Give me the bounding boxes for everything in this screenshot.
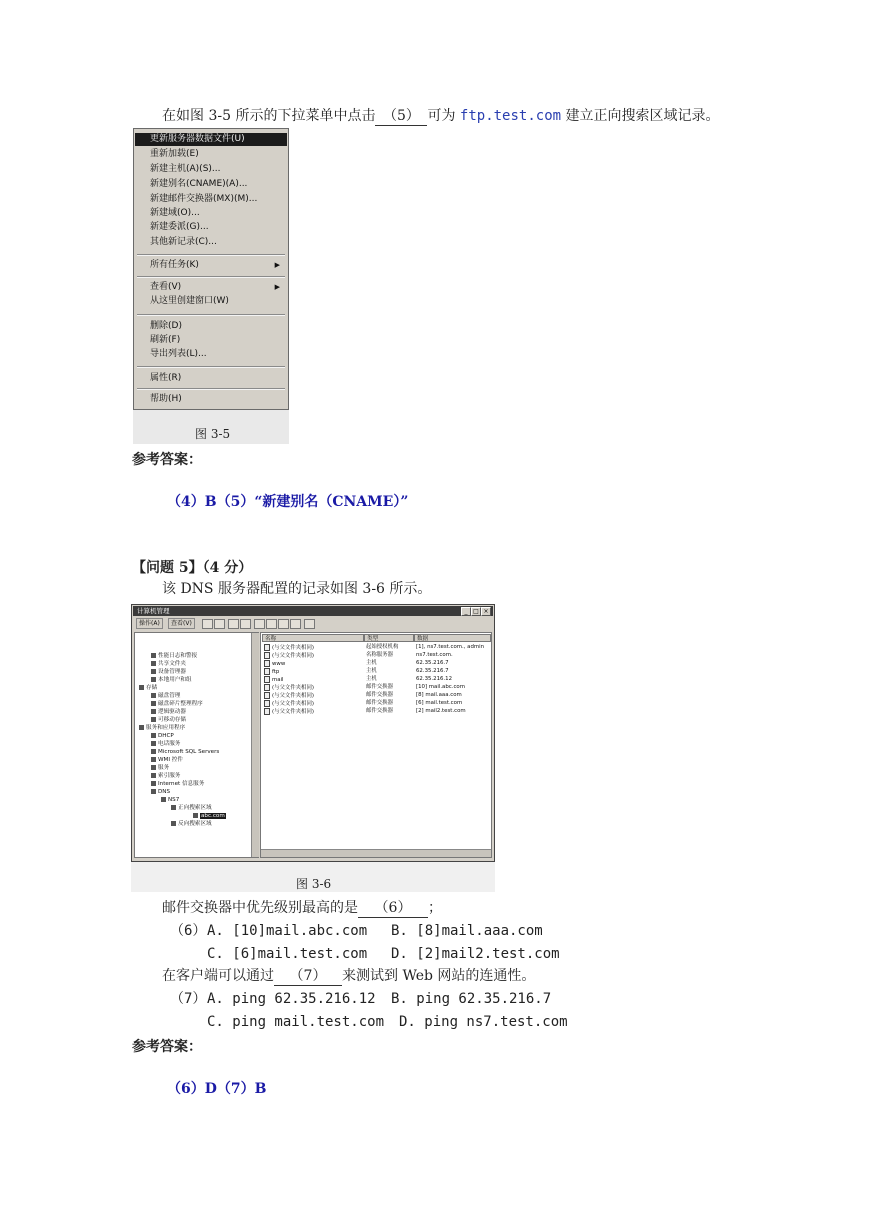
record-name[interactable]: ftp [264, 668, 279, 675]
q6-stem [162, 899, 442, 918]
record-type: 主机 [366, 676, 377, 682]
tree-node[interactable]: DHCP [151, 732, 174, 740]
answer-label: 参考答案： [132, 452, 202, 468]
up-folder-icon[interactable] [228, 619, 239, 629]
record-name[interactable]: (与父文件夹相同) [264, 644, 314, 651]
menu-item-new-host[interactable]: 新建主机(A)(S)... [150, 164, 221, 174]
menu-action[interactable]: 操作(A) [136, 618, 163, 629]
record-data: 62.35.216.12 [416, 676, 453, 682]
q6-option-c: C. [6]mail.test.com [207, 946, 368, 962]
q6-number: （6） [170, 923, 207, 939]
storage-icon [139, 685, 144, 690]
answer-text: （6）D（7）B [167, 1081, 267, 1097]
column-header-data[interactable]: 数据 [414, 634, 491, 642]
menu-separator [137, 314, 285, 316]
menu-separator [137, 254, 285, 256]
record-list-panel [260, 632, 492, 858]
record-type: 起始授权机构 [366, 644, 399, 650]
menu-item-export-list[interactable]: 导出列表(L)... [150, 349, 207, 359]
record-icon [264, 676, 270, 683]
tree-node[interactable]: 共享文件夹 [151, 660, 186, 668]
menu-item-reload[interactable]: 重新加载(E) [150, 149, 199, 159]
answer-label: 参考答案： [132, 1039, 202, 1055]
phone-icon [151, 741, 156, 746]
folder-icon [171, 821, 176, 826]
submenu-arrow-icon: ▶ [274, 261, 280, 269]
blank-5: （5） [375, 107, 427, 126]
tree-panel [134, 632, 259, 858]
intro-suffix: 建立正向搜索区域记录。 [565, 108, 720, 124]
q7-stem-end: 来测试到 Web 网站的连通性。 [342, 968, 536, 984]
record-name[interactable]: (与父文件夹相同) [264, 708, 314, 715]
properties-icon[interactable] [266, 619, 277, 629]
record-data: 62.35.216.7 [416, 660, 449, 666]
figure-3-6 [131, 604, 495, 892]
back-icon[interactable] [202, 619, 213, 629]
q7-number: （7） [170, 991, 207, 1007]
record-name[interactable]: (与父文件夹相同) [264, 700, 314, 707]
server-icon [161, 797, 166, 802]
menu-item-other-records[interactable]: 其他新记录(C)... [150, 237, 217, 247]
refresh-icon[interactable] [278, 619, 289, 629]
q7-stem [162, 967, 535, 986]
minimize-button[interactable]: _ [461, 607, 471, 616]
record-data: ns7.test.com. [416, 652, 453, 658]
tree-node[interactable]: 磁盘碎片整理程序 [151, 700, 203, 708]
menu-item-new-domain[interactable]: 新建域(O)... [150, 208, 200, 218]
tree-node[interactable]: 电话服务 [151, 740, 180, 748]
figure-caption: 图 3-5 [195, 427, 231, 441]
record-type: 邮件交换器 [366, 708, 393, 714]
tree-node[interactable]: 性能日志和警报 [151, 652, 197, 660]
submenu-arrow-icon: ▶ [274, 283, 280, 291]
defrag-icon [151, 701, 156, 706]
record-data: [1], ns7.test.com., admin [416, 644, 485, 650]
menu-item-new-window[interactable]: 从这里创建窗口(W) [150, 296, 229, 306]
tree-node[interactable]: 存储 [139, 684, 157, 692]
tree-node[interactable]: 逻辑驱动器 [151, 708, 186, 716]
record-name[interactable]: mail [264, 676, 284, 683]
record-name[interactable]: (与父文件夹相同) [264, 652, 314, 659]
view-label: 查看(V) [150, 282, 182, 292]
menu-item-new-mx[interactable]: 新建邮件交换器(MX)(M)... [150, 194, 258, 204]
device-icon [151, 669, 156, 674]
record-name[interactable]: www [264, 660, 285, 667]
record-data: [8] mail.aaa.com [416, 692, 462, 698]
menu-item-delete[interactable]: 删除(D) [150, 321, 182, 331]
q7-option-b: B. ping 62.35.216.7 [391, 991, 552, 1007]
record-type: 邮件交换器 [366, 700, 393, 706]
record-icon [264, 708, 270, 715]
menu-item-view[interactable] [150, 281, 286, 294]
tree-node[interactable]: 服务和应用程序 [139, 724, 185, 732]
q6-stem-text: 邮件交换器中优先级别最高的是 [162, 900, 358, 916]
record-type: 主机 [366, 660, 377, 666]
wmi-icon [151, 757, 156, 762]
q6-option-a: A. [10]mail.abc.com [207, 923, 368, 939]
answer-text: （4）B（5）“新建别名（CNAME）” [167, 494, 409, 510]
sql-server-icon [151, 749, 156, 754]
menu-separator [137, 366, 285, 368]
tree-node[interactable]: 反向搜索区域 [171, 820, 212, 828]
q6-option-b: B. [8]mail.aaa.com [391, 923, 543, 939]
q7-stem-text: 在客户端可以通过 [162, 968, 274, 984]
column-header-name[interactable]: 名称 [262, 634, 364, 642]
record-name[interactable]: (与父文件夹相同) [264, 692, 314, 699]
tree-node[interactable]: Internet 信息服务 [151, 780, 204, 788]
window-titlebar [133, 606, 493, 616]
tree-node[interactable]: NS7 [161, 796, 179, 804]
drive-icon [151, 709, 156, 714]
list-scrollbar[interactable] [261, 849, 491, 857]
users-icon [151, 677, 156, 682]
tree-node[interactable]: 服务 [151, 764, 169, 772]
menu-separator [137, 276, 285, 278]
removable-storage-icon [151, 717, 156, 722]
record-data: [10] mail.abc.com [416, 684, 465, 690]
record-icon [264, 644, 270, 651]
tree-node[interactable]: 设备管理器 [151, 668, 186, 676]
intro-prefix: 在如图 3-5 所示的下拉菜单中点击 [162, 108, 376, 124]
tree-node-selected[interactable]: abc.com [193, 812, 226, 820]
all-tasks-label: 所有任务(K) [150, 260, 199, 270]
figure-caption: 图 3-6 [296, 877, 332, 891]
tree-node[interactable]: DNS [151, 788, 170, 796]
record-type: 名称服务器 [366, 652, 393, 658]
menu-separator [137, 388, 285, 390]
blank-7: （7） [274, 967, 342, 986]
record-name[interactable]: (与父文件夹相同) [264, 684, 314, 691]
record-icon [264, 700, 270, 707]
q7-option-a: A. ping 62.35.216.12 [207, 991, 376, 1007]
record-icon [264, 684, 270, 691]
index-icon [151, 773, 156, 778]
ftp-link[interactable]: ftp.test.com [459, 108, 562, 124]
record-icon [264, 660, 270, 667]
tree-node[interactable]: 本地用户和组 [151, 676, 192, 684]
maximize-button[interactable]: □ [471, 607, 481, 616]
figure-3-5 [133, 128, 289, 444]
tree-node[interactable]: 索引服务 [151, 772, 180, 780]
record-type: 邮件交换器 [366, 692, 393, 698]
folder-icon [171, 805, 176, 810]
question-title: 【问题 5】（4 分） [132, 560, 253, 576]
disk-icon [151, 693, 156, 698]
menu-item-new-delegation[interactable]: 新建委派(G)... [150, 222, 209, 232]
record-type: 主机 [366, 668, 377, 674]
menu-item-properties[interactable]: 属性(R) [150, 373, 182, 383]
forward-icon[interactable] [214, 619, 225, 629]
menu-item-refresh[interactable]: 刷新(F) [150, 335, 181, 345]
q6-option-d: D. [2]mail2.test.com [391, 946, 560, 962]
intro-line [162, 107, 720, 126]
tree-node[interactable]: 磁盘管理 [151, 692, 180, 700]
record-data: [2] mail2.test.com [416, 708, 466, 714]
tree-node[interactable]: Microsoft SQL Servers [151, 748, 219, 756]
tree-node[interactable]: 正向搜索区域 [171, 804, 212, 812]
menu-item-help[interactable]: 帮助(H) [150, 394, 182, 404]
intro-mid: 可为 [427, 108, 456, 124]
question-desc: 该 DNS 服务器配置的记录如图 3-6 所示。 [162, 581, 432, 597]
q6-stem-end: ； [428, 900, 442, 916]
export-icon[interactable] [290, 619, 301, 629]
folder-icon [151, 661, 156, 666]
tree-node[interactable]: WMI 控件 [151, 756, 183, 764]
service-icon [151, 765, 156, 770]
window-title: 计算机管理 [137, 607, 170, 615]
tree-scrollbar[interactable] [251, 633, 259, 857]
column-header-type[interactable]: 类型 [364, 634, 414, 642]
q7-option-d: D. ping ns7.test.com [399, 1014, 568, 1030]
record-data: 62.35.216.7 [416, 668, 449, 674]
record-icon [264, 652, 270, 659]
menu-view[interactable]: 查看(V) [168, 618, 195, 629]
window-menubar [134, 618, 492, 629]
tree-node[interactable]: 可移动存储 [151, 716, 186, 724]
menu-item-all-tasks[interactable] [150, 259, 286, 272]
record-icon [264, 692, 270, 699]
delete-icon[interactable] [254, 619, 265, 629]
dns-icon [151, 789, 156, 794]
show-tree-icon[interactable] [240, 619, 251, 629]
zone-icon [193, 813, 198, 818]
iis-icon [151, 781, 156, 786]
help-icon[interactable] [304, 619, 315, 629]
computer-management-window [131, 604, 495, 862]
context-menu [133, 128, 289, 410]
record-data: [6] mail.test.com [416, 700, 463, 706]
blank-6: （6） [358, 899, 428, 918]
services-icon [139, 725, 144, 730]
menu-item-new-cname[interactable]: 新建别名(CNAME)(A)... [150, 179, 248, 189]
record-icon [264, 668, 270, 675]
folder-icon [151, 653, 156, 658]
menu-item-update-server-data[interactable]: 更新服务器数据文件(U) [135, 133, 287, 146]
record-type: 邮件交换器 [366, 684, 393, 690]
q7-option-c: C. ping mail.test.com [207, 1014, 385, 1030]
dhcp-icon [151, 733, 156, 738]
close-button[interactable]: × [481, 607, 491, 616]
